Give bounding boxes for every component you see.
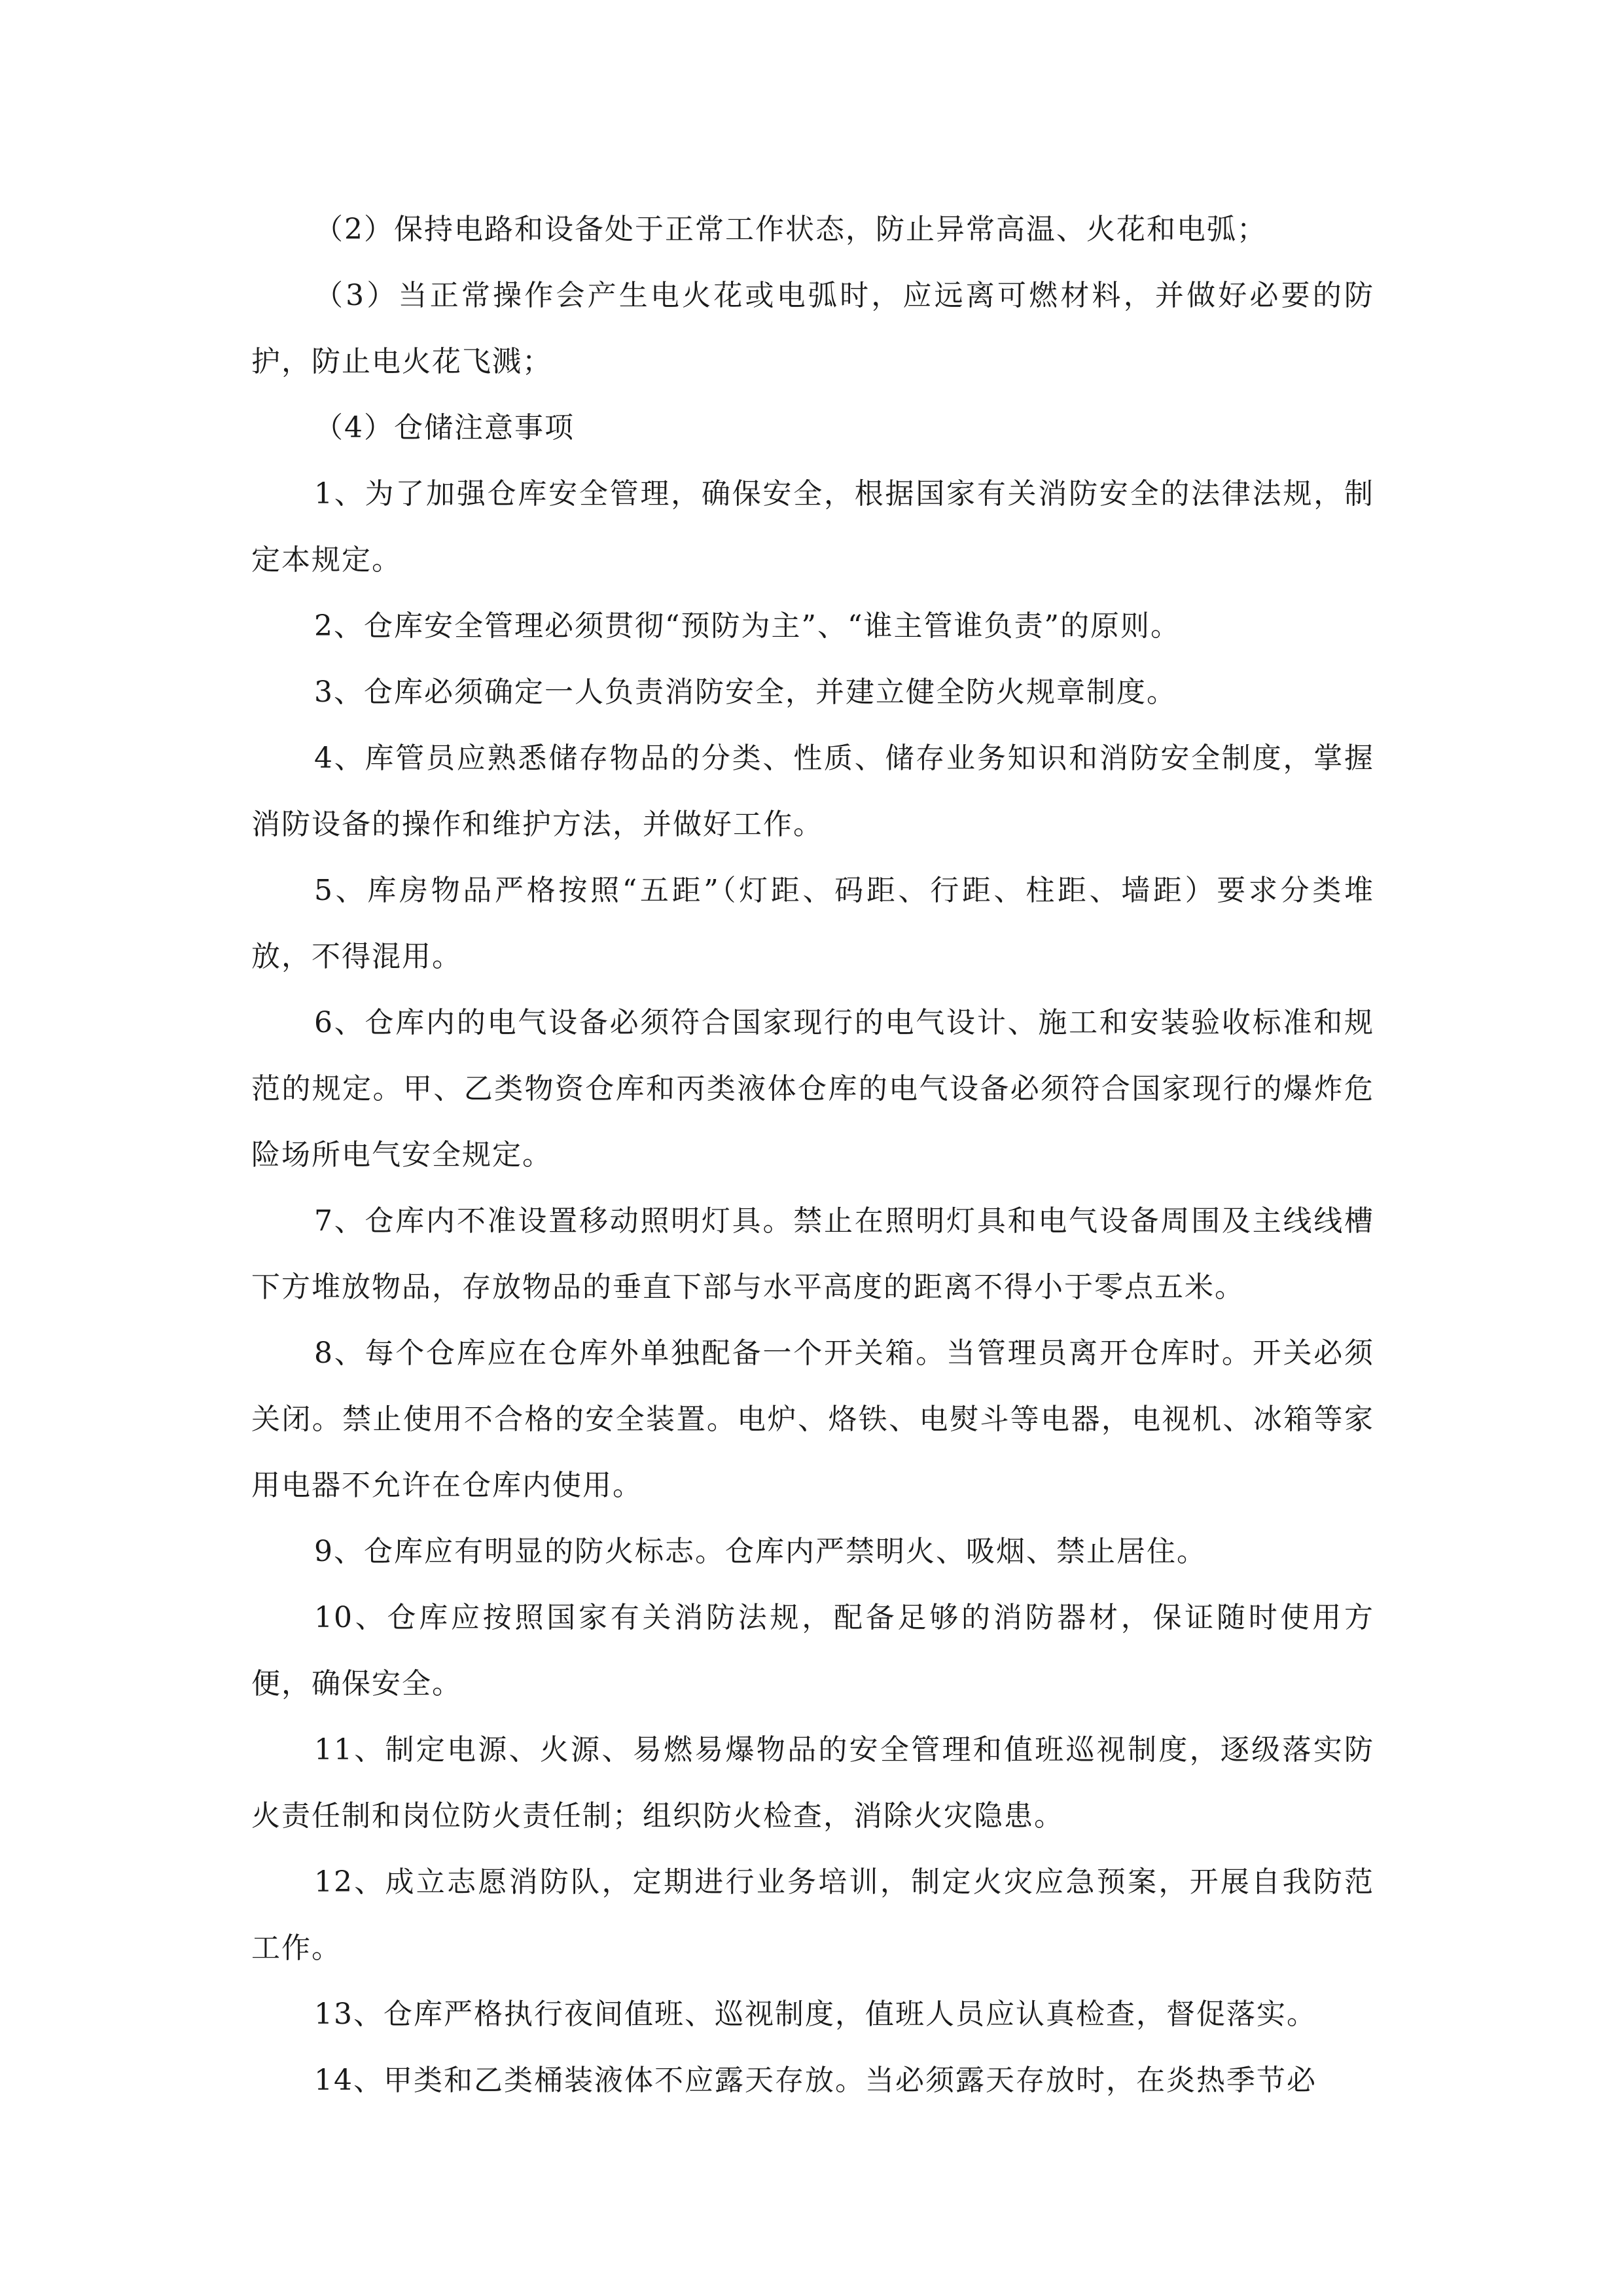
paragraph-item-4: （4）仓储注意事项 <box>314 411 575 444</box>
paragraph-item-2: （2）保持电路和设备处于正常工作状态，防止异常高温、火花和电弧； <box>314 213 1267 246</box>
rule-2: 2、仓库安全管理必须贯彻“预防为主”、“谁主管谁负责”的原则。 <box>314 609 1181 643</box>
rule-1: 1、为了加强仓库安全管理，确保安全，根据国家有关消防安全的法律法规，制定本规定。 <box>251 477 1374 577</box>
rule-9: 9、仓库应有明显的防火标志。仓库内严禁明火、吸烟、禁止居住。 <box>314 1535 1207 1568</box>
paragraph-item-3: （3）当正常操作会产生电火花或电弧时，应远离可燃材料，并做好必要的防护，防止电火花飞溅； <box>251 279 1374 378</box>
rule-8: 8、每个仓库应在仓库外单独配备一个开关箱。当管理员离开仓库时。开关必须关闭。禁止使用不合格的安全装置。电炉、烙铁、电熨斗等电器，电视机、冰箱等家用电器不允许在仓库内使用。 <box>251 1336 1374 1502</box>
rule-4: 4、库管员应熟悉储存物品的分类、性质、储存业务知识和消防安全制度，掌握消防设备的操作和维护方法，并做好工作。 <box>251 742 1374 841</box>
rule-7: 7、仓库内不准设置移动照明灯具。禁止在照明灯具和电气设备周围及主线线槽下方堆放物品，存放物品的垂直下部与水平高度的距离不得小于零点五米。 <box>251 1204 1374 1304</box>
rule-13: 13、仓库严格执行夜间值班、巡视制度，值班人员应认真检查，督促落实。 <box>314 1998 1317 2031</box>
rule-14: 14、甲类和乙类桶装液体不应露天存放。当必须露天存放时，在炎热季节必 <box>314 2064 1317 2097</box>
rule-3: 3、仓库必须确定一人负责消防安全，并建立健全防火规章制度。 <box>314 675 1177 709</box>
rule-6: 6、仓库内的电气设备必须符合国家现行的电气设计、施工和安装验收标准和规范的规定。甲、乙类物资仓库和丙类液体仓库的电气设备必须符合国家现行的爆炸危险场所电气安全规定。 <box>251 1006 1374 1172</box>
rule-12: 12、成立志愿消防队，定期进行业务培训，制定火灾应急预案，开展自我防范工作。 <box>251 1865 1374 1965</box>
document-body <box>251 196 1374 2113</box>
rule-5: 5、库房物品严格按照“五距”（灯距、码距、行距、柱距、墙距）要求分类堆放，不得混用。 <box>251 874 1374 973</box>
rule-10: 10、仓库应按照国家有关消防法规，配备足够的消防器材，保证随时使用方便，确保安全。 <box>251 1601 1374 1700</box>
rule-11: 11、制定电源、火源、易燃易爆物品的安全管理和值班巡视制度，逐级落实防火责任制和岗位防火责任制；组织防火检查，消除火灾隐患。 <box>251 1733 1374 1833</box>
